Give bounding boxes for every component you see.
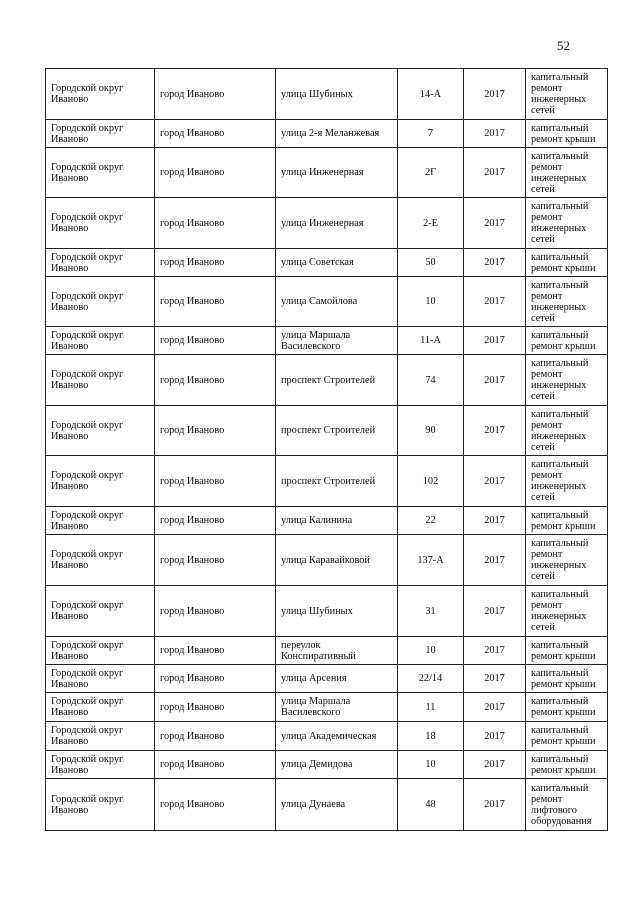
cell-district: Городской округ Иваново bbox=[46, 586, 155, 637]
cell-work-type: капитальный ремонт инженерных сетей bbox=[526, 456, 608, 507]
cell-year: 2017 bbox=[464, 722, 526, 751]
cell-district: Городской округ Иваново bbox=[46, 355, 155, 406]
cell-street: улица Калинина bbox=[276, 507, 398, 535]
cell-year: 2017 bbox=[464, 277, 526, 327]
cell-city: город Иваново bbox=[155, 406, 276, 456]
cell-year: 2017 bbox=[464, 327, 526, 355]
cell-house-number: 11 bbox=[398, 693, 464, 722]
cell-district: Городской округ Иваново bbox=[46, 69, 155, 120]
cell-street: улица Самойлова bbox=[276, 277, 398, 327]
cell-city: город Иваново bbox=[155, 456, 276, 507]
table-row bbox=[46, 327, 608, 355]
cell-district: Городской округ Иваново bbox=[46, 120, 155, 148]
cell-house-number: 18 bbox=[398, 722, 464, 751]
cell-work-type: капитальный ремонт крыши bbox=[526, 693, 608, 722]
cell-year: 2017 bbox=[464, 586, 526, 637]
cell-city: город Иваново bbox=[155, 751, 276, 779]
cell-year: 2017 bbox=[464, 751, 526, 779]
cell-city: город Иваново bbox=[155, 148, 276, 198]
cell-city: город Иваново bbox=[155, 198, 276, 249]
cell-street: проспект Строителей bbox=[276, 406, 398, 456]
table-row bbox=[46, 148, 608, 198]
cell-year: 2017 bbox=[464, 120, 526, 148]
cell-work-type: капитальный ремонт крыши bbox=[526, 722, 608, 751]
cell-work-type: капитальный ремонт крыши bbox=[526, 120, 608, 148]
cell-district: Городской округ Иваново bbox=[46, 693, 155, 722]
cell-district: Городской округ Иваново bbox=[46, 637, 155, 665]
cell-street: проспект Строителей bbox=[276, 456, 398, 507]
cell-district: Городской округ Иваново bbox=[46, 722, 155, 751]
cell-city: город Иваново bbox=[155, 355, 276, 406]
cell-year: 2017 bbox=[464, 535, 526, 586]
cell-year: 2017 bbox=[464, 355, 526, 406]
housing-repair-table bbox=[45, 68, 608, 831]
cell-house-number: 10 bbox=[398, 277, 464, 327]
table-row bbox=[46, 751, 608, 779]
cell-house-number: 22/14 bbox=[398, 665, 464, 693]
cell-house-number: 102 bbox=[398, 456, 464, 507]
cell-year: 2017 bbox=[464, 456, 526, 507]
cell-street: улица Советская bbox=[276, 249, 398, 277]
table-row bbox=[46, 69, 608, 120]
cell-city: город Иваново bbox=[155, 722, 276, 751]
cell-district: Городской округ Иваново bbox=[46, 779, 155, 831]
page-number: 52 bbox=[557, 38, 570, 53]
cell-year: 2017 bbox=[464, 637, 526, 665]
cell-district: Городской округ Иваново bbox=[46, 198, 155, 249]
cell-house-number: 50 bbox=[398, 249, 464, 277]
cell-street: проспект Строителей bbox=[276, 355, 398, 406]
cell-work-type: капитальный ремонт крыши bbox=[526, 327, 608, 355]
cell-year: 2017 bbox=[464, 148, 526, 198]
cell-district: Городской округ Иваново bbox=[46, 535, 155, 586]
cell-city: город Иваново bbox=[155, 507, 276, 535]
cell-house-number: 48 bbox=[398, 779, 464, 831]
cell-street: переулок Конспиративный bbox=[276, 637, 398, 665]
cell-street: улица Демидова bbox=[276, 751, 398, 779]
cell-city: город Иваново bbox=[155, 665, 276, 693]
cell-district: Городской округ Иваново bbox=[46, 148, 155, 198]
cell-house-number: 137-А bbox=[398, 535, 464, 586]
cell-street: улица Инженерная bbox=[276, 198, 398, 249]
table-row bbox=[46, 456, 608, 507]
cell-city: город Иваново bbox=[155, 69, 276, 120]
cell-street: улица Каравайковой bbox=[276, 535, 398, 586]
cell-street: улица Маршала Василевского bbox=[276, 693, 398, 722]
cell-work-type: капитальный ремонт инженерных сетей bbox=[526, 277, 608, 327]
cell-street: улица Арсения bbox=[276, 665, 398, 693]
table-row bbox=[46, 120, 608, 148]
cell-work-type: капитальный ремонт инженерных сетей bbox=[526, 198, 608, 249]
cell-house-number: 2-Е bbox=[398, 198, 464, 249]
cell-district: Городской округ Иваново bbox=[46, 456, 155, 507]
cell-year: 2017 bbox=[464, 693, 526, 722]
cell-work-type: капитальный ремонт инженерных сетей bbox=[526, 406, 608, 456]
table-row bbox=[46, 637, 608, 665]
cell-street: улица Шубиных bbox=[276, 69, 398, 120]
table-row bbox=[46, 249, 608, 277]
cell-house-number: 10 bbox=[398, 751, 464, 779]
cell-house-number: 2Г bbox=[398, 148, 464, 198]
cell-district: Городской округ Иваново bbox=[46, 327, 155, 355]
cell-work-type: капитальный ремонт крыши bbox=[526, 249, 608, 277]
cell-work-type: капитальный ремонт крыши bbox=[526, 507, 608, 535]
cell-street: улица 2-я Меланжевая bbox=[276, 120, 398, 148]
cell-city: город Иваново bbox=[155, 779, 276, 831]
cell-district: Городской округ Иваново bbox=[46, 277, 155, 327]
cell-city: город Иваново bbox=[155, 586, 276, 637]
table-row bbox=[46, 779, 608, 831]
cell-year: 2017 bbox=[464, 69, 526, 120]
cell-work-type: капитальный ремонт инженерных сетей bbox=[526, 69, 608, 120]
cell-work-type: капитальный ремонт крыши bbox=[526, 665, 608, 693]
table-row bbox=[46, 355, 608, 406]
cell-district: Городской округ Иваново bbox=[46, 751, 155, 779]
cell-district: Городской округ Иваново bbox=[46, 249, 155, 277]
table-body bbox=[46, 69, 608, 831]
cell-city: город Иваново bbox=[155, 693, 276, 722]
cell-city: город Иваново bbox=[155, 535, 276, 586]
cell-house-number: 90 bbox=[398, 406, 464, 456]
cell-work-type: капитальный ремонт крыши bbox=[526, 637, 608, 665]
cell-district: Городской округ Иваново bbox=[46, 665, 155, 693]
cell-work-type: капитальный ремонт инженерных сетей bbox=[526, 586, 608, 637]
table-row bbox=[46, 277, 608, 327]
cell-street: улица Шубиных bbox=[276, 586, 398, 637]
cell-house-number: 31 bbox=[398, 586, 464, 637]
cell-city: город Иваново bbox=[155, 277, 276, 327]
cell-work-type: капитальный ремонт инженерных сетей bbox=[526, 535, 608, 586]
cell-street: улица Инженерная bbox=[276, 148, 398, 198]
cell-house-number: 74 bbox=[398, 355, 464, 406]
cell-year: 2017 bbox=[464, 249, 526, 277]
cell-street: улица Маршала Василевского bbox=[276, 327, 398, 355]
table-row bbox=[46, 693, 608, 722]
table-row bbox=[46, 535, 608, 586]
cell-year: 2017 bbox=[464, 779, 526, 831]
cell-year: 2017 bbox=[464, 507, 526, 535]
table-row bbox=[46, 406, 608, 456]
table-row bbox=[46, 198, 608, 249]
cell-year: 2017 bbox=[464, 406, 526, 456]
cell-house-number: 22 bbox=[398, 507, 464, 535]
table-row bbox=[46, 586, 608, 637]
cell-year: 2017 bbox=[464, 198, 526, 249]
table-row bbox=[46, 507, 608, 535]
cell-city: город Иваново bbox=[155, 327, 276, 355]
cell-house-number: 10 bbox=[398, 637, 464, 665]
cell-city: город Иваново bbox=[155, 249, 276, 277]
table-row bbox=[46, 722, 608, 751]
cell-house-number: 11-А bbox=[398, 327, 464, 355]
cell-city: город Иваново bbox=[155, 120, 276, 148]
cell-district: Городской округ Иваново bbox=[46, 406, 155, 456]
cell-street: улица Дунаева bbox=[276, 779, 398, 831]
cell-house-number: 14-А bbox=[398, 69, 464, 120]
cell-work-type: капитальный ремонт крыши bbox=[526, 751, 608, 779]
table-row bbox=[46, 665, 608, 693]
cell-year: 2017 bbox=[464, 665, 526, 693]
cell-street: улица Академическая bbox=[276, 722, 398, 751]
cell-work-type: капитальный ремонт лифтового оборудования bbox=[526, 779, 608, 831]
cell-house-number: 7 bbox=[398, 120, 464, 148]
cell-city: город Иваново bbox=[155, 637, 276, 665]
cell-work-type: капитальный ремонт инженерных сетей bbox=[526, 355, 608, 406]
cell-work-type: капитальный ремонт инженерных сетей bbox=[526, 148, 608, 198]
cell-district: Городской округ Иваново bbox=[46, 507, 155, 535]
